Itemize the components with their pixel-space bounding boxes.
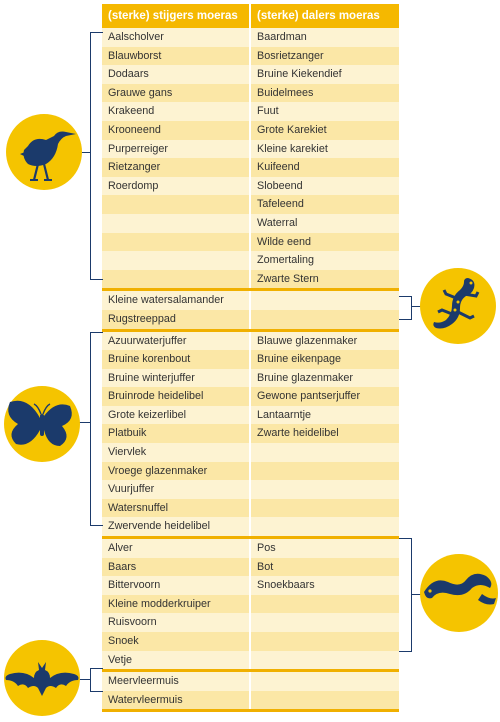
table-row [102, 424, 399, 443]
table-row [102, 270, 399, 289]
decliner-cell: Fuut [257, 105, 279, 118]
table-row [102, 369, 399, 388]
riser-cell: Rugstreeppad [102, 310, 251, 329]
table-row [102, 195, 399, 214]
decliner-cell [251, 691, 399, 710]
riser-cell: Purperreiger [102, 140, 251, 159]
table-row [102, 233, 399, 252]
decliner-cell: Bruine glazenmaker [257, 371, 354, 384]
amphibian-bracket [399, 296, 412, 320]
table-row [102, 332, 399, 351]
riser-cell: Alver [102, 539, 251, 558]
table-row [102, 251, 399, 270]
group-vogels [102, 28, 399, 288]
group-amfibieen [102, 288, 399, 328]
riser-cell: Zwervende heidelibel [102, 517, 251, 536]
bat-bracket [90, 668, 103, 692]
riser-cell: Grote keizerlibel [102, 406, 251, 425]
table-row [102, 350, 399, 369]
table-row [102, 651, 399, 670]
decliner-cell: Bot [257, 560, 274, 573]
riser-cell: Bruine korenbout [102, 350, 251, 369]
riser-cell: Kleine modderkruiper [102, 595, 251, 614]
riser-cell: Bruinrode heidelibel [102, 387, 251, 406]
fish-bracket [399, 538, 412, 652]
decliner-cell: Zwarte Stern [257, 272, 319, 285]
decliner-cell: Slobeend [257, 179, 303, 192]
salamander-icon [420, 268, 496, 344]
decliner-cell [251, 651, 399, 670]
table-row [102, 558, 399, 577]
table-row [102, 47, 399, 66]
decliner-cell: Tafeleend [257, 198, 304, 211]
decliner-cell [251, 517, 399, 536]
riser-cell [102, 233, 251, 252]
group-vissen [102, 536, 399, 669]
table-body [102, 28, 399, 709]
decliner-cell: Blauwe glazenmaker [257, 334, 358, 347]
riser-cell: Watersnuffel [102, 499, 251, 518]
table-row [102, 158, 399, 177]
riser-cell: Dodaars [102, 65, 251, 84]
table-row [102, 121, 399, 140]
table-row [102, 691, 399, 710]
table-row [102, 443, 399, 462]
table-row [102, 214, 399, 233]
decliner-cell [251, 672, 399, 691]
decliner-cell: Gewone pantserjuffer [257, 390, 361, 403]
table-row [102, 140, 399, 159]
riser-cell: Vetje [102, 651, 251, 670]
riser-cell [102, 251, 251, 270]
decliner-cell [251, 480, 399, 499]
decliner-cell: Kuifeend [257, 161, 300, 174]
decliner-cell: Lantaarntje [257, 408, 312, 421]
bat-badge [4, 640, 80, 716]
decliner-cell [251, 310, 399, 329]
riser-cell: Krakeend [102, 102, 251, 121]
decliner-cell: Buidelmees [257, 86, 314, 99]
decliner-cell: Pos [257, 542, 276, 555]
decliner-cell [251, 291, 399, 310]
riser-cell: Ruisvoorn [102, 613, 251, 632]
table-row [102, 595, 399, 614]
eel-badge [420, 554, 498, 632]
decliner-cell: Zwarte heidelibel [257, 427, 339, 440]
riser-cell: Baars [102, 558, 251, 577]
table-row [102, 539, 399, 558]
riser-cell: Kleine watersalamander [102, 291, 251, 310]
group-insecten [102, 329, 399, 537]
decliner-cell [251, 613, 399, 632]
decliner-cell: Snoekbaars [257, 579, 315, 592]
table-header [102, 4, 399, 28]
decliner-cell: Waterral [257, 216, 298, 229]
riser-cell: Platbuik [102, 424, 251, 443]
table-row [102, 480, 399, 499]
table-row [102, 576, 399, 595]
riser-cell: Blauwborst [102, 47, 251, 66]
decliner-cell [251, 462, 399, 481]
table-row [102, 462, 399, 481]
riser-cell: Rietzanger [102, 158, 251, 177]
decliner-cell: Bosrietzanger [257, 49, 324, 62]
heron-icon [6, 114, 82, 190]
header-decliners: (sterke) dalers moeras [257, 10, 380, 22]
header-risers: (sterke) stijgers moeras [102, 4, 251, 28]
riser-cell: Bruine winterjuffer [102, 369, 251, 388]
riser-cell [102, 270, 251, 289]
table-row [102, 102, 399, 121]
table-row [102, 517, 399, 536]
decliner-cell [251, 443, 399, 462]
table-row [102, 387, 399, 406]
butterfly-badge [4, 386, 80, 462]
riser-cell [102, 195, 251, 214]
riser-cell: Krooneend [102, 121, 251, 140]
species-table [102, 4, 399, 712]
table-row [102, 28, 399, 47]
decliner-cell [251, 499, 399, 518]
bat-icon [4, 640, 80, 716]
table-row [102, 672, 399, 691]
table-row [102, 613, 399, 632]
decliner-cell: Wilde eend [257, 235, 312, 248]
decliner-cell [251, 595, 399, 614]
riser-cell: Grauwe gans [102, 84, 251, 103]
insect-bracket [90, 332, 103, 526]
heron-badge [6, 114, 82, 190]
riser-cell: Azuurwaterjuffer [102, 332, 251, 351]
bird-bracket [90, 32, 103, 280]
table-row [102, 310, 399, 329]
table-bottom-rule [102, 709, 399, 712]
riser-cell [102, 214, 251, 233]
riser-cell: Viervlek [102, 443, 251, 462]
salamander-badge [420, 268, 496, 344]
riser-cell: Bittervoorn [102, 576, 251, 595]
table-row [102, 84, 399, 103]
decliner-cell: Zomertaling [257, 254, 315, 267]
decliner-cell: Kleine karekiet [257, 142, 328, 155]
riser-cell: Vroege glazenmaker [102, 462, 251, 481]
decliner-cell: Baardman [257, 31, 307, 43]
table-row [102, 499, 399, 518]
table-row [102, 177, 399, 196]
table-row [102, 291, 399, 310]
decliner-cell [251, 632, 399, 651]
riser-cell: Watervleermuis [102, 691, 251, 710]
table-row [102, 632, 399, 651]
table-row [102, 406, 399, 425]
riser-cell: Roerdomp [102, 177, 251, 196]
riser-cell: Vuurjuffer [102, 480, 251, 499]
riser-cell: Snoek [102, 632, 251, 651]
group-zoogdieren [102, 669, 399, 709]
table-row [102, 65, 399, 84]
butterfly-icon [4, 386, 80, 462]
riser-cell: Meervleermuis [102, 672, 251, 691]
decliner-cell: Bruine Kiekendief [257, 68, 342, 81]
riser-cell: Aalscholver [102, 28, 251, 47]
eel-icon [420, 554, 498, 632]
decliner-cell: Grote Karekiet [257, 123, 327, 136]
decliner-cell: Bruine eikenpage [257, 353, 342, 366]
